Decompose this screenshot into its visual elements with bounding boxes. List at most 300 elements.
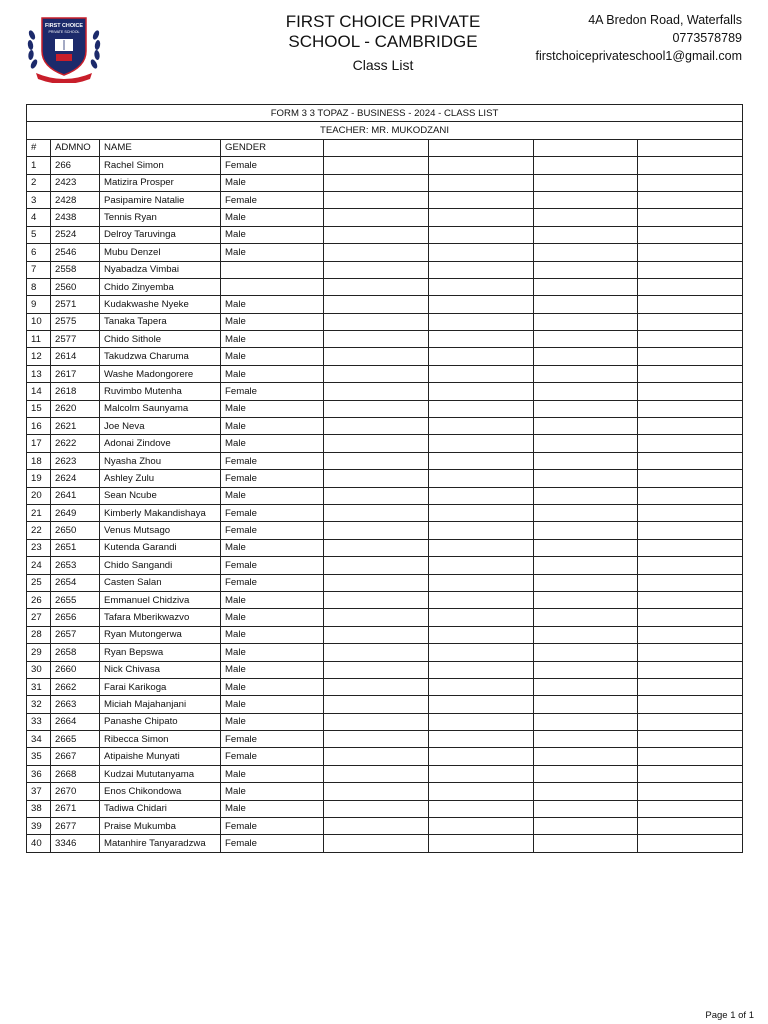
blank-cell	[638, 678, 743, 695]
blank-column	[324, 139, 429, 156]
blank-cell	[429, 713, 534, 730]
blank-cell	[324, 678, 429, 695]
blank-cell	[324, 400, 429, 417]
row-number: 33	[27, 713, 51, 730]
blank-cell	[638, 574, 743, 591]
blank-cell	[429, 557, 534, 574]
blank-cell	[534, 383, 638, 400]
blank-cell	[534, 818, 638, 835]
student-name: Panashe Chipato	[100, 713, 221, 730]
blank-cell	[324, 331, 429, 348]
blank-cell	[534, 591, 638, 608]
admission-number: 2670	[51, 783, 100, 800]
blank-cell	[324, 557, 429, 574]
blank-cell	[429, 626, 534, 643]
blank-cell	[534, 174, 638, 191]
svg-text:FIRST CHOICE: FIRST CHOICE	[44, 23, 84, 29]
blank-cell	[638, 522, 743, 539]
blank-cell	[534, 331, 638, 348]
table-row	[27, 191, 743, 208]
student-name: Pasipamire Natalie	[100, 191, 221, 208]
blank-cell	[324, 696, 429, 713]
blank-cell	[429, 731, 534, 748]
student-gender: Male	[221, 331, 324, 348]
blank-cell	[429, 539, 534, 556]
admission-number: 2665	[51, 731, 100, 748]
admission-number: 2660	[51, 661, 100, 678]
student-name: Washe Madongorere	[100, 365, 221, 382]
blank-cell	[534, 157, 638, 174]
row-number: 6	[27, 244, 51, 261]
student-gender: Female	[221, 383, 324, 400]
blank-cell	[324, 626, 429, 643]
admission-number: 2621	[51, 418, 100, 435]
student-name: Ribecca Simon	[100, 731, 221, 748]
blank-cell	[324, 504, 429, 521]
row-number: 19	[27, 470, 51, 487]
table-row	[27, 365, 743, 382]
column-header: ADMNO	[51, 139, 100, 156]
blank-cell	[638, 487, 743, 504]
row-number: 34	[27, 731, 51, 748]
blank-cell	[324, 383, 429, 400]
email: firstchoiceprivateschool1@gmail.com	[535, 49, 742, 63]
document-subtitle: Class List	[352, 57, 414, 73]
blank-cell	[324, 591, 429, 608]
blank-cell	[638, 557, 743, 574]
student-name: Nick Chivasa	[100, 661, 221, 678]
blank-cell	[324, 609, 429, 626]
blank-cell	[324, 226, 429, 243]
admission-number: 2677	[51, 818, 100, 835]
admission-number: 2423	[51, 174, 100, 191]
admission-number: 2560	[51, 278, 100, 295]
admission-number: 2649	[51, 504, 100, 521]
blank-cell	[429, 244, 534, 261]
admission-number: 2624	[51, 470, 100, 487]
blank-cell	[324, 539, 429, 556]
table-row	[27, 470, 743, 487]
row-number: 23	[27, 539, 51, 556]
blank-cell	[534, 574, 638, 591]
blank-cell	[324, 783, 429, 800]
table-row	[27, 348, 743, 365]
row-number: 36	[27, 765, 51, 782]
student-name: Kudzai Mututanyama	[100, 765, 221, 782]
admission-number: 2656	[51, 609, 100, 626]
blank-cell	[534, 731, 638, 748]
admission-number: 2617	[51, 365, 100, 382]
student-name: Tennis Ryan	[100, 209, 221, 226]
blank-cell	[429, 765, 534, 782]
column-header: #	[27, 139, 51, 156]
student-name: Ryan Bepswa	[100, 644, 221, 661]
student-gender	[221, 278, 324, 295]
admission-number: 2622	[51, 435, 100, 452]
blank-cell	[429, 418, 534, 435]
table-row	[27, 783, 743, 800]
student-gender: Male	[221, 800, 324, 817]
student-name: Ruvimbo Mutenha	[100, 383, 221, 400]
row-number: 18	[27, 452, 51, 469]
table-row	[27, 696, 743, 713]
blank-cell	[638, 452, 743, 469]
student-name: Nyabadza Vimbai	[100, 261, 221, 278]
admission-number: 2658	[51, 644, 100, 661]
blank-cell	[429, 365, 534, 382]
blank-cell	[534, 244, 638, 261]
row-number: 8	[27, 278, 51, 295]
blank-cell	[429, 504, 534, 521]
address: 4A Bredon Road, Waterfalls	[588, 13, 742, 27]
table-row	[27, 539, 743, 556]
student-gender: Male	[221, 174, 324, 191]
student-name: Kutenda Garandi	[100, 539, 221, 556]
blank-cell	[638, 174, 743, 191]
table-row	[27, 644, 743, 661]
row-number: 31	[27, 678, 51, 695]
student-gender: Female	[221, 835, 324, 852]
admission-number: 2575	[51, 313, 100, 330]
blank-cell	[534, 226, 638, 243]
row-number: 12	[27, 348, 51, 365]
table-row	[27, 331, 743, 348]
header-row	[27, 139, 743, 156]
blank-cell	[324, 487, 429, 504]
student-gender: Male	[221, 661, 324, 678]
blank-cell	[429, 174, 534, 191]
column-header: NAME	[100, 139, 221, 156]
admission-number: 2577	[51, 331, 100, 348]
school-crest-icon	[26, 13, 102, 83]
table-row	[27, 591, 743, 608]
table-row	[27, 557, 743, 574]
blank-cell	[638, 470, 743, 487]
blank-cell	[534, 696, 638, 713]
blank-cell	[638, 644, 743, 661]
blank-cell	[638, 696, 743, 713]
row-number: 29	[27, 644, 51, 661]
blank-cell	[429, 661, 534, 678]
blank-cell	[324, 800, 429, 817]
blank-cell	[638, 731, 743, 748]
table-row	[27, 748, 743, 765]
table-row	[27, 313, 743, 330]
student-name: Chido Sithole	[100, 331, 221, 348]
row-number: 15	[27, 400, 51, 417]
admission-number: 2428	[51, 191, 100, 208]
student-gender: Male	[221, 696, 324, 713]
row-number: 40	[27, 835, 51, 852]
student-gender: Male	[221, 644, 324, 661]
blank-cell	[534, 348, 638, 365]
blank-cell	[324, 313, 429, 330]
blank-cell	[429, 574, 534, 591]
student-gender: Male	[221, 591, 324, 608]
blank-cell	[534, 504, 638, 521]
row-number: 10	[27, 313, 51, 330]
row-number: 25	[27, 574, 51, 591]
row-number: 22	[27, 522, 51, 539]
student-gender: Male	[221, 348, 324, 365]
blank-cell	[429, 435, 534, 452]
blank-cell	[534, 835, 638, 852]
student-gender: Male	[221, 678, 324, 695]
blank-cell	[638, 209, 743, 226]
blank-cell	[429, 313, 534, 330]
row-number: 9	[27, 296, 51, 313]
admission-number: 2663	[51, 696, 100, 713]
blank-cell	[324, 365, 429, 382]
student-gender: Male	[221, 783, 324, 800]
student-name: Farai Karikoga	[100, 678, 221, 695]
blank-cell	[429, 487, 534, 504]
student-gender: Female	[221, 574, 324, 591]
table-row	[27, 226, 743, 243]
admission-number: 2667	[51, 748, 100, 765]
student-gender: Female	[221, 504, 324, 521]
blank-cell	[638, 504, 743, 521]
student-gender: Male	[221, 626, 324, 643]
blank-cell	[638, 331, 743, 348]
blank-cell	[429, 835, 534, 852]
student-gender: Male	[221, 365, 324, 382]
blank-cell	[638, 800, 743, 817]
blank-cell	[429, 383, 534, 400]
blank-cell	[429, 783, 534, 800]
table-row	[27, 731, 743, 748]
table-row	[27, 452, 743, 469]
blank-cell	[534, 626, 638, 643]
blank-cell	[534, 713, 638, 730]
blank-cell	[638, 348, 743, 365]
student-name: Joe Neva	[100, 418, 221, 435]
table-row	[27, 678, 743, 695]
blank-cell	[429, 696, 534, 713]
table-row	[27, 174, 743, 191]
admission-number: 2438	[51, 209, 100, 226]
blank-cell	[638, 539, 743, 556]
admission-number: 2623	[51, 452, 100, 469]
blank-cell	[534, 678, 638, 695]
blank-cell	[534, 557, 638, 574]
blank-cell	[638, 591, 743, 608]
blank-cell	[638, 835, 743, 852]
student-gender: Male	[221, 765, 324, 782]
blank-cell	[638, 365, 743, 382]
row-number: 37	[27, 783, 51, 800]
blank-cell	[534, 522, 638, 539]
blank-cell	[429, 800, 534, 817]
table-row	[27, 383, 743, 400]
blank-cell	[429, 348, 534, 365]
row-number: 16	[27, 418, 51, 435]
student-gender: Female	[221, 557, 324, 574]
blank-cell	[534, 539, 638, 556]
blank-cell	[534, 609, 638, 626]
student-name: Venus Mutsago	[100, 522, 221, 539]
admission-number: 2620	[51, 400, 100, 417]
student-gender	[221, 261, 324, 278]
blank-column	[534, 139, 638, 156]
blank-cell	[638, 435, 743, 452]
student-gender: Male	[221, 313, 324, 330]
admission-number: 2653	[51, 557, 100, 574]
student-gender: Female	[221, 452, 324, 469]
admission-number: 2614	[51, 348, 100, 365]
blank-cell	[324, 418, 429, 435]
blank-cell	[429, 678, 534, 695]
row-number: 27	[27, 609, 51, 626]
table-row	[27, 574, 743, 591]
blank-cell	[324, 748, 429, 765]
blank-cell	[638, 383, 743, 400]
row-number: 4	[27, 209, 51, 226]
student-gender: Female	[221, 731, 324, 748]
blank-cell	[534, 487, 638, 504]
row-number: 28	[27, 626, 51, 643]
blank-cell	[534, 783, 638, 800]
row-number: 20	[27, 487, 51, 504]
student-gender: Male	[221, 400, 324, 417]
table-row	[27, 209, 743, 226]
blank-cell	[324, 174, 429, 191]
table-row	[27, 522, 743, 539]
table-row	[27, 278, 743, 295]
row-number: 1	[27, 157, 51, 174]
phone: 0773578789	[672, 31, 742, 45]
student-gender: Female	[221, 191, 324, 208]
blank-cell	[638, 296, 743, 313]
blank-cell	[534, 470, 638, 487]
student-name: Kimberly Makandishaya	[100, 504, 221, 521]
table-row	[27, 261, 743, 278]
blank-cell	[638, 418, 743, 435]
student-name: Malcolm Saunyama	[100, 400, 221, 417]
student-gender: Male	[221, 209, 324, 226]
blank-cell	[324, 278, 429, 295]
row-number: 3	[27, 191, 51, 208]
admission-number: 2655	[51, 591, 100, 608]
row-number: 30	[27, 661, 51, 678]
student-name: Miciah Majahanjani	[100, 696, 221, 713]
student-name: Tanaka Tapera	[100, 313, 221, 330]
blank-cell	[534, 452, 638, 469]
student-name: Casten Salan	[100, 574, 221, 591]
blank-cell	[429, 452, 534, 469]
blank-cell	[324, 452, 429, 469]
student-name: Rachel Simon	[100, 157, 221, 174]
student-gender: Male	[221, 487, 324, 504]
blank-cell	[429, 226, 534, 243]
admission-number: 2654	[51, 574, 100, 591]
student-name: Atipaishe Munyati	[100, 748, 221, 765]
teacher-name: TEACHER: MR. MUKODZANI	[27, 122, 743, 139]
admission-number: 2657	[51, 626, 100, 643]
blank-cell	[638, 313, 743, 330]
student-gender: Male	[221, 435, 324, 452]
table-row	[27, 661, 743, 678]
blank-cell	[534, 296, 638, 313]
blank-cell	[324, 157, 429, 174]
student-gender: Female	[221, 157, 324, 174]
blank-cell	[534, 400, 638, 417]
blank-cell	[429, 609, 534, 626]
student-gender: Male	[221, 609, 324, 626]
admission-number: 2546	[51, 244, 100, 261]
student-gender: Male	[221, 418, 324, 435]
table-row	[27, 626, 743, 643]
row-number: 35	[27, 748, 51, 765]
student-name: Ashley Zulu	[100, 470, 221, 487]
table-row	[27, 609, 743, 626]
row-number: 21	[27, 504, 51, 521]
student-name: Ryan Mutongerwa	[100, 626, 221, 643]
row-number: 39	[27, 818, 51, 835]
student-gender: Male	[221, 296, 324, 313]
admission-number: 2662	[51, 678, 100, 695]
blank-cell	[534, 191, 638, 208]
row-number: 5	[27, 226, 51, 243]
student-name: Takudzwa Charuma	[100, 348, 221, 365]
blank-cell	[638, 400, 743, 417]
row-number: 24	[27, 557, 51, 574]
student-name: Kudakwashe Nyeke	[100, 296, 221, 313]
blank-cell	[638, 226, 743, 243]
blank-cell	[429, 261, 534, 278]
student-gender: Female	[221, 748, 324, 765]
admission-number: 2641	[51, 487, 100, 504]
blank-cell	[429, 209, 534, 226]
student-name: Sean Ncube	[100, 487, 221, 504]
blank-cell	[324, 765, 429, 782]
blank-cell	[324, 209, 429, 226]
student-name: Tafara Mberikwazvo	[100, 609, 221, 626]
blank-cell	[324, 296, 429, 313]
blank-cell	[324, 644, 429, 661]
blank-cell	[534, 278, 638, 295]
blank-cell	[324, 261, 429, 278]
blank-cell	[638, 713, 743, 730]
admission-number: 2668	[51, 765, 100, 782]
blank-column	[638, 139, 743, 156]
admission-number: 3346	[51, 835, 100, 852]
blank-cell	[324, 470, 429, 487]
blank-cell	[429, 278, 534, 295]
blank-cell	[324, 574, 429, 591]
blank-cell	[429, 470, 534, 487]
school-name-line1: FIRST CHOICE PRIVATE	[285, 12, 481, 31]
row-number: 32	[27, 696, 51, 713]
blank-cell	[324, 522, 429, 539]
table-row	[27, 835, 743, 852]
student-name: Emmanuel Chidziva	[100, 591, 221, 608]
admission-number: 2664	[51, 713, 100, 730]
student-name: Delroy Taruvinga	[100, 226, 221, 243]
table-row	[27, 244, 743, 261]
blank-cell	[429, 296, 534, 313]
table-row	[27, 765, 743, 782]
blank-cell	[638, 157, 743, 174]
blank-cell	[429, 331, 534, 348]
row-number: 7	[27, 261, 51, 278]
blank-cell	[638, 261, 743, 278]
student-name: Mubu Denzel	[100, 244, 221, 261]
row-number: 17	[27, 435, 51, 452]
table-row	[27, 487, 743, 504]
blank-cell	[534, 800, 638, 817]
student-name: Adonai Zindove	[100, 435, 221, 452]
